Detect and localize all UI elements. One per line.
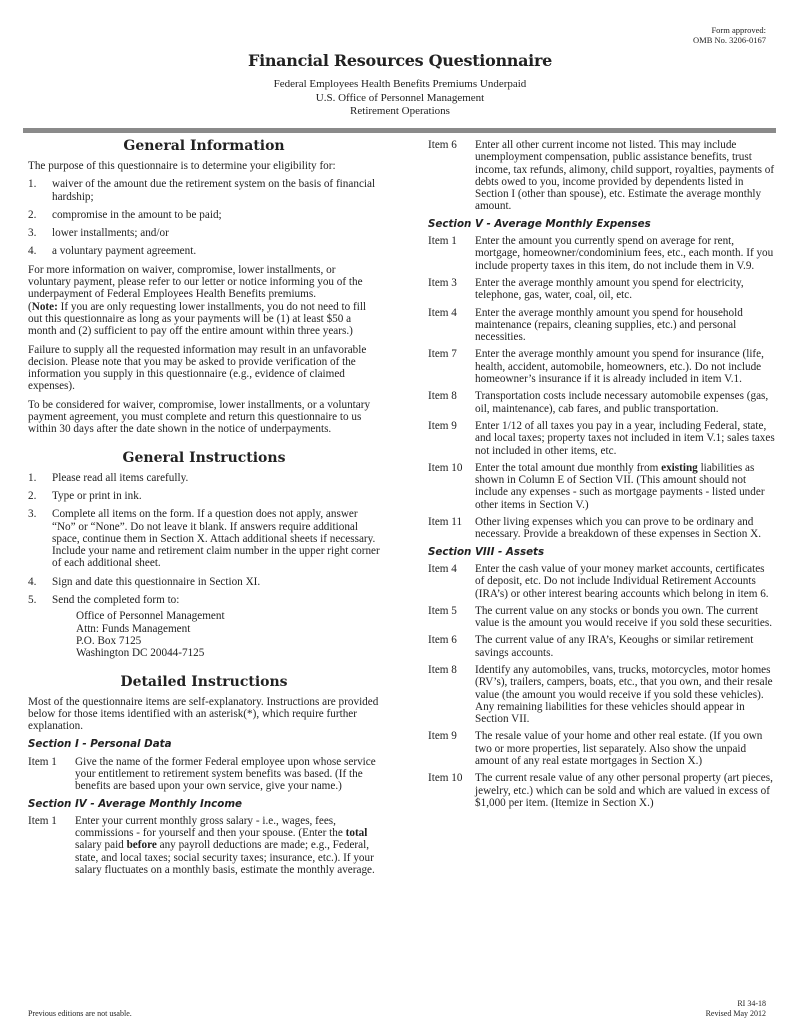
instruction-item	[428, 634, 776, 659]
item-number: Item 4	[428, 306, 457, 319]
item-text: The current value on any stocks or bonds you own. The current value is the amount you would receive if you sold these securities.	[475, 604, 773, 630]
item-text	[75, 815, 380, 876]
item-number: Item 1	[428, 235, 457, 248]
item-text: The current resale value of any other personal property (art pieces, jewelry, etc.) which can be sold and which are valued in excess of $1,000 per item. (Itemize in Section X.)	[475, 772, 773, 809]
paragraph: To be considered for waiver, compromise, lower installments, or a voluntary payment agreement, you must complete and return this questionnaire to us within 30 days after the date shown in the notice of underpayments.	[28, 398, 371, 436]
footer-form-info	[706, 999, 766, 1018]
revision-date: Revised May 2012	[705, 1008, 766, 1018]
office: Retirement Operations	[350, 105, 450, 117]
list-item	[28, 594, 380, 606]
instruction-item	[428, 420, 776, 457]
instruction-item	[428, 462, 776, 511]
item-number: Item 1	[28, 755, 57, 768]
note-label: Note:	[31, 300, 58, 313]
item-number: Item 8	[428, 663, 457, 676]
item-text: Send the completed form to:	[52, 594, 180, 607]
address-line: Washington DC 20044-7125	[76, 647, 205, 660]
paragraph: Failure to supply all the requested information may result in an unfavorable decision. Please note that you may be asked to provide verification of the information you supply in this questionnaire (e.g., evidence of claimed expenses).	[28, 343, 367, 393]
item-number: Item 3	[428, 276, 457, 289]
item-text: Enter all other current income not listed. This may include unemployment compensation, public assistance benefits, trust income, tax refunds, alimony, child support, royalties, payments of debts owed to you, income provided by dependents listed in Section I (other than spouse), etc. Estimate the average monthly amount.	[475, 139, 775, 213]
instruction-item	[428, 277, 776, 302]
item-number: 4.	[28, 575, 37, 588]
subtitle-block	[0, 78, 800, 119]
instruction-item	[28, 756, 380, 793]
instruction-item	[428, 235, 776, 272]
item-number: Item 7	[428, 348, 457, 361]
item-number: Item 6	[428, 634, 457, 647]
heading-general-instructions: General Instructions	[122, 449, 286, 466]
text: salary paid	[75, 839, 127, 852]
item-number: Item 1	[28, 814, 57, 827]
heading-general-information: General Information	[123, 138, 285, 154]
omb-number: OMB No. 3206-0167	[693, 35, 766, 45]
mailing-address	[76, 610, 380, 659]
item-number: Item 10	[428, 772, 463, 785]
item-text: The resale value of your home and other real estate. (If you own two or more properties, list separately. Also show the unpaid amount of any real estate mortgages in Section X.)	[475, 730, 763, 768]
item-number: 5.	[28, 594, 37, 607]
agency: U.S. Office of Personnel Management	[315, 91, 485, 104]
text: Enter the total amount due monthly from	[475, 461, 662, 474]
item-text: Complete all items on the form. If a question does not apply, answer “No” or “None”. Do not leave it blank. If answers require additional space, continue them in Section X. Attach additional sheets if necessary. Include your name and retirement claim number in the upper right corner of each additional sheet.	[52, 508, 380, 570]
text: any payroll deductions are made; e.g., Federal, state, and local taxes; social security taxes; insurance, etc.). If your salary fluctuates on a monthly basis, estimate the monthly average.	[75, 839, 375, 877]
text: (	[28, 300, 32, 313]
section-heading: Section IV - Average Monthly Income	[28, 797, 243, 810]
item-text: Enter the average monthly amount you spend for insurance (life, health, accident, automobile, homeowners, etc.). Do not include homeowner’s insurance if it is already included in item V.1.	[475, 348, 764, 386]
paragraph	[28, 264, 380, 338]
form-number: RI 34-18	[737, 999, 766, 1008]
item-text	[475, 462, 776, 511]
item-text: Give the name of the former Federal employee upon whose service your entitlement to retirement system benefits was based. (If the benefits are based upon your own service, give your name.)	[75, 755, 376, 793]
item-text: Please read all items carefully.	[52, 471, 189, 484]
item-number: Item 4	[428, 562, 457, 575]
instruction-item	[428, 390, 776, 415]
heading-detailed-instructions: Detailed Instructions	[120, 673, 288, 690]
list-item	[28, 227, 380, 239]
instruction-item	[428, 605, 776, 630]
section-heading: Section I - Personal Data	[28, 738, 172, 751]
omb-label: Form approved:	[711, 25, 766, 35]
item-text: a voluntary payment agreement.	[52, 245, 197, 258]
instruction-item	[28, 815, 380, 876]
item-number: Item 9	[428, 730, 457, 743]
item-number: 4.	[28, 245, 37, 258]
section-heading: Section VIII - Assets	[428, 545, 545, 558]
item-text: Type or print in ink.	[52, 489, 142, 502]
item-text: lower installments; and/or	[52, 227, 169, 240]
address-line: P.O. Box 7125	[76, 634, 142, 647]
instruction-item	[428, 730, 776, 767]
text: liabilities as shown in Column E of Section VII. (This amount should not include any expenses - such as mortgage payments - listed under other items in Section V.)	[475, 461, 765, 511]
address-line: Office of Personnel Management	[76, 610, 225, 623]
item-number: Item 6	[428, 139, 457, 151]
address-line: Attn: Funds Management	[76, 622, 191, 635]
bold-text: total	[345, 827, 368, 840]
section-heading: Section V - Average Monthly Expenses	[428, 217, 651, 230]
text: If you are only requesting lower installments, you do not need to fill out this questionnaire as long as your payments will be (1) at least $50 a month and (2) sufficient to pay off the entire amount within three years.)	[28, 300, 367, 338]
text: Enter your current monthly gross salary - i.e., wages, fees, commissions - for yourself and then your spouse. (Enter the	[75, 814, 346, 840]
item-number: 2.	[28, 489, 37, 502]
item-text: Enter the amount you currently spend on average for rent, mortgage, homeowner/condominium fees, etc., each month. If you include property taxes in this item, do not include them in V.9.	[475, 235, 774, 272]
page-title: Financial Resources Questionnaire	[248, 51, 552, 70]
list-item	[28, 178, 380, 203]
item-text: Other living expenses which you can prove to be ordinary and necessary. Provide a breakdown of these expenses in Section X.	[475, 516, 762, 541]
paragraph: Most of the questionnaire items are self-explanatory. Instructions are provided below for those items identified with an asterisk(*), which require further explanation.	[28, 695, 379, 733]
omb-approval	[693, 25, 766, 45]
instruction-item	[428, 516, 776, 541]
instruction-item	[428, 139, 776, 213]
item-text: Transportation costs include necessary automobile expenses (gas, oil, maintenance), cab fares, and public transportation.	[475, 390, 769, 415]
item-text: waiver of the amount due the retirement system on the basis of financial hardship;	[52, 178, 376, 203]
list-item	[28, 508, 380, 569]
item-number: 3.	[28, 227, 37, 240]
item-number: Item 8	[428, 390, 457, 403]
item-number: Item 11	[428, 516, 463, 529]
item-number: 3.	[28, 508, 37, 521]
list-item	[28, 245, 380, 257]
item-number: Item 10	[428, 461, 463, 474]
instruction-item	[428, 348, 776, 385]
instruction-item	[428, 772, 776, 809]
item-text: Sign and date this questionnaire in Section XI.	[52, 575, 261, 588]
item-text: Enter the average monthly amount you spend for household maintenance (repairs, cleaning supplies, etc.) and personal necessities.	[475, 306, 743, 344]
divider	[23, 128, 776, 133]
list-item	[28, 490, 380, 502]
left-column	[28, 138, 380, 881]
right-column	[428, 139, 776, 814]
item-text: Enter 1/12 of all taxes you pay in a year, including Federal, state, and local taxes; property taxes not included in item V.1; sales taxes not included in other items, etc.	[475, 419, 775, 457]
item-number: Item 9	[428, 419, 457, 432]
item-number: Item 5	[428, 604, 457, 617]
item-text: compromise in the amount to be paid;	[52, 208, 222, 221]
intro: The purpose of this questionnaire is to determine your eligibility for:	[28, 160, 336, 172]
instruction-item	[428, 563, 776, 600]
instruction-item	[428, 307, 776, 344]
subtitle: Federal Employees Health Benefits Premiums Underpaid	[273, 78, 527, 90]
item-text: Identify any automobiles, vans, trucks, motorcycles, motor homes (RV’s), trailers, campers, boats, etc., that you own, and their resale value (the amount you would receive if you sold these vehicles). Any remaining liabilities for these vehicles should appear in Section VII.	[475, 663, 773, 726]
text: For more information on waiver, compromise, lower installments, or voluntary payment, please refer to our letter or notice informing you of the underpayment of Federal Employees Health Benefits premiums.	[28, 263, 363, 301]
item-text: Enter the average monthly amount you spend for electricity, telephone, gas, water, coal, oil, etc.	[475, 276, 744, 302]
item-text: Enter the cash value of your money market accounts, certificates of deposit, etc. Do not include Individual Retirement Accounts (IRA’s) or other interest bearing accounts which belong in item 6.	[475, 562, 769, 600]
list-item	[28, 209, 380, 221]
footer-note: Previous editions are not usable.	[28, 1008, 132, 1018]
list-item	[28, 472, 380, 484]
instruction-item	[428, 664, 776, 725]
item-number: 1.	[28, 471, 37, 484]
item-text: The current value of any IRA’s, Keoughs or similar retirement savings accounts.	[475, 634, 754, 659]
bold-text: before	[126, 839, 157, 852]
item-number: 2.	[28, 208, 37, 221]
item-number: 1.	[28, 178, 37, 191]
list-item	[28, 576, 380, 588]
bold-text: existing	[661, 461, 698, 474]
